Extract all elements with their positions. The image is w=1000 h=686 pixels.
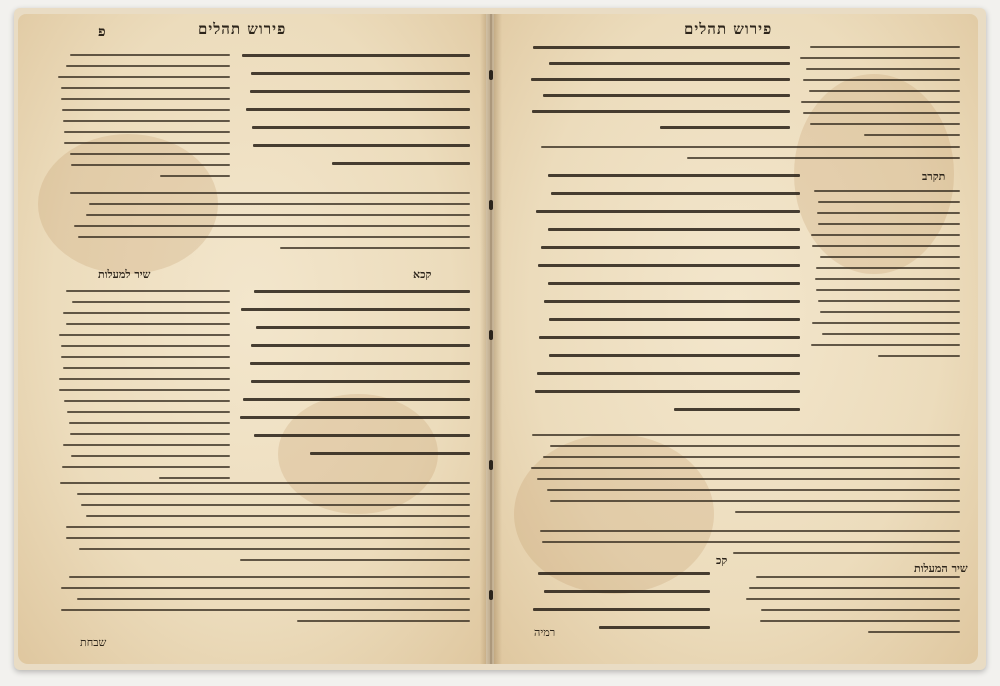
- text-line: [61, 609, 470, 611]
- text-line: [551, 192, 800, 195]
- text-line: [71, 455, 230, 457]
- text-line: [818, 223, 960, 225]
- text-line: [66, 526, 470, 528]
- text-line: [548, 228, 800, 231]
- text-line: [540, 530, 960, 532]
- text-line: [58, 76, 230, 78]
- text-line: [816, 267, 960, 269]
- text-line: [542, 541, 960, 543]
- text-line: [61, 87, 230, 89]
- text-line: [532, 434, 960, 436]
- text-line: [536, 210, 800, 213]
- text-line: [59, 389, 230, 391]
- text-line: [674, 408, 800, 411]
- text-line: [544, 590, 710, 593]
- text-line: [242, 54, 470, 57]
- text-line: [297, 620, 470, 622]
- text-line: [70, 54, 230, 56]
- text-line: [72, 301, 230, 303]
- text-line: [78, 236, 470, 238]
- text-line: [818, 300, 961, 302]
- text-line: [69, 576, 470, 578]
- text-line: [256, 326, 470, 329]
- text-line: [533, 46, 790, 49]
- text-line: [735, 511, 960, 513]
- text-line: [71, 164, 230, 166]
- text-line: [250, 362, 470, 365]
- text-line: [816, 289, 960, 291]
- text-line: [59, 378, 230, 380]
- text-line: [253, 144, 470, 147]
- text-line: [820, 311, 960, 313]
- text-line: [549, 318, 800, 321]
- text-line: [240, 416, 470, 419]
- text-line: [599, 626, 710, 629]
- text-line: [531, 467, 960, 469]
- text-line: [79, 548, 470, 550]
- left-catchword: שבחת: [80, 636, 107, 649]
- text-line: [541, 146, 960, 148]
- text-line: [814, 190, 960, 192]
- text-line: [548, 282, 800, 285]
- text-line: [538, 264, 800, 267]
- text-line: [878, 355, 960, 357]
- text-line: [63, 367, 230, 369]
- text-line: [66, 290, 230, 292]
- text-line: [820, 256, 960, 258]
- text-line: [809, 90, 960, 92]
- text-line: [66, 65, 230, 67]
- text-line: [818, 201, 960, 203]
- binding-stitch: [489, 70, 493, 80]
- text-line: [539, 336, 800, 339]
- text-line: [70, 433, 230, 435]
- text-line: [756, 576, 960, 578]
- text-line: [64, 142, 230, 144]
- binding-stitch: [489, 200, 493, 210]
- section-label: שיר המעלות: [914, 562, 968, 575]
- text-line: [537, 478, 960, 480]
- text-line: [868, 631, 960, 633]
- text-line: [533, 608, 710, 611]
- right-page: [494, 14, 978, 664]
- text-line: [749, 587, 960, 589]
- text-line: [532, 110, 790, 113]
- text-line: [254, 434, 470, 437]
- section-label: קכ: [716, 554, 728, 567]
- text-line: [74, 225, 470, 227]
- text-line: [543, 456, 960, 458]
- binding-stitch: [489, 460, 493, 470]
- text-line: [811, 234, 960, 236]
- text-line: [803, 79, 960, 81]
- text-line: [537, 372, 800, 375]
- text-line: [538, 572, 711, 575]
- text-line: [822, 333, 960, 335]
- text-line: [761, 609, 960, 611]
- text-line: [70, 153, 230, 155]
- text-line: [332, 162, 470, 165]
- section-label: שיר למעלות: [98, 268, 151, 281]
- text-line: [63, 312, 230, 314]
- text-line: [252, 126, 470, 129]
- section-label: קכא: [413, 268, 432, 281]
- text-line: [733, 552, 960, 554]
- text-line: [760, 620, 960, 622]
- text-line: [660, 126, 790, 129]
- text-line: [810, 46, 960, 48]
- text-line: [62, 466, 230, 468]
- text-line: [60, 482, 470, 484]
- paper-stain: [514, 434, 714, 594]
- text-line: [548, 174, 800, 177]
- left-page-header: פירוש תהלים: [198, 20, 287, 38]
- right-page-header: פירוש תהלים: [684, 20, 773, 38]
- text-line: [159, 477, 230, 479]
- text-line: [89, 203, 470, 205]
- text-line: [535, 390, 800, 393]
- text-line: [801, 101, 960, 103]
- text-line: [687, 157, 960, 159]
- text-line: [254, 290, 470, 293]
- text-line: [62, 109, 230, 111]
- text-line: [531, 78, 790, 81]
- text-line: [547, 489, 960, 491]
- binding-stitch: [489, 330, 493, 340]
- text-line: [550, 500, 960, 502]
- text-line: [815, 278, 960, 280]
- text-line: [240, 559, 470, 561]
- text-line: [67, 411, 230, 413]
- text-line: [61, 345, 230, 347]
- text-line: [811, 344, 960, 346]
- text-line: [70, 192, 470, 194]
- text-line: [160, 175, 230, 177]
- text-line: [812, 322, 960, 324]
- text-line: [543, 94, 790, 97]
- text-line: [81, 504, 470, 506]
- text-line: [550, 445, 960, 447]
- text-line: [251, 72, 470, 75]
- text-line: [251, 344, 470, 347]
- text-line: [77, 493, 470, 495]
- binding-stitch: [489, 590, 493, 600]
- text-line: [806, 68, 960, 70]
- text-line: [77, 598, 470, 600]
- left-page: [18, 14, 486, 664]
- text-line: [817, 212, 960, 214]
- text-line: [86, 214, 470, 216]
- text-line: [803, 112, 960, 114]
- text-line: [544, 300, 800, 303]
- text-line: [241, 308, 470, 311]
- right-catchword: רמיה: [534, 626, 556, 639]
- text-line: [549, 62, 790, 65]
- text-line: [69, 422, 230, 424]
- text-line: [61, 356, 230, 358]
- text-line: [63, 444, 230, 446]
- text-line: [746, 598, 960, 600]
- text-line: [64, 131, 230, 133]
- text-line: [59, 334, 230, 336]
- text-line: [66, 537, 470, 539]
- text-line: [541, 246, 800, 249]
- text-line: [251, 380, 470, 383]
- text-line: [280, 247, 470, 249]
- text-line: [246, 108, 470, 111]
- text-line: [310, 452, 470, 455]
- text-line: [800, 57, 960, 59]
- text-line: [63, 120, 230, 122]
- text-line: [86, 515, 470, 517]
- text-line: [243, 398, 470, 401]
- text-line: [810, 123, 960, 125]
- text-line: [812, 245, 960, 247]
- text-line: [61, 587, 470, 589]
- section-label: תקרב: [922, 170, 946, 183]
- left-page-number: פ: [98, 24, 106, 40]
- text-line: [61, 98, 231, 100]
- text-line: [549, 354, 800, 357]
- text-line: [250, 90, 470, 93]
- text-line: [864, 134, 960, 136]
- text-line: [66, 323, 231, 325]
- text-line: [64, 400, 230, 402]
